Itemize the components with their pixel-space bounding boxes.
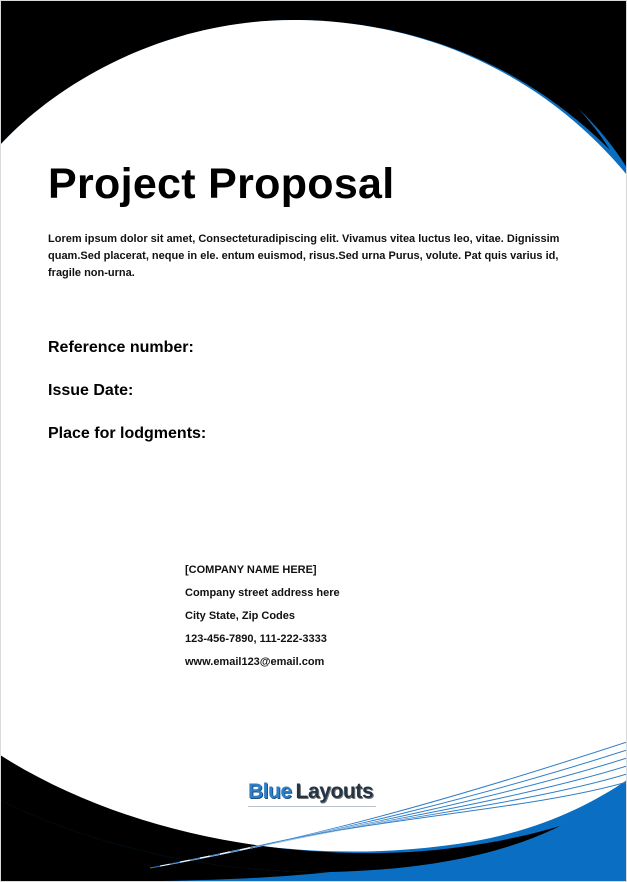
brand-underline [248,806,376,807]
company-phones: 123-456-7890, 111-222-3333 [185,633,327,645]
company-name: [COMPANY NAME HERE] [185,564,317,576]
page-white-area [0,20,627,882]
issue-date-label: Issue Date: [48,382,134,399]
document-title: Project Proposal [48,160,395,208]
brand-word-blue: Blue [248,780,292,803]
company-contact-block [185,562,340,677]
intro-paragraph: Lorem ipsum dolor sit amet, Consecteturadipiscing elit. Vivamus vitea luctus leo, vitae. Dignissim quam.Sed placerat, neque in ele. entum euismod, risus.Sed urna Purus, volute. Pat quis varius id, fragile non-urna. [48,233,560,279]
lodgment-place-label: Place for lodgments: [48,425,207,442]
company-email: www.email123@email.com [185,656,325,668]
company-city: City State, Zip Codes [185,610,296,622]
brand-word-layouts: Layouts [295,780,374,803]
reference-number-label: Reference number: [48,339,194,356]
company-street: Company street address here [185,587,340,599]
brand-logo [248,780,373,804]
